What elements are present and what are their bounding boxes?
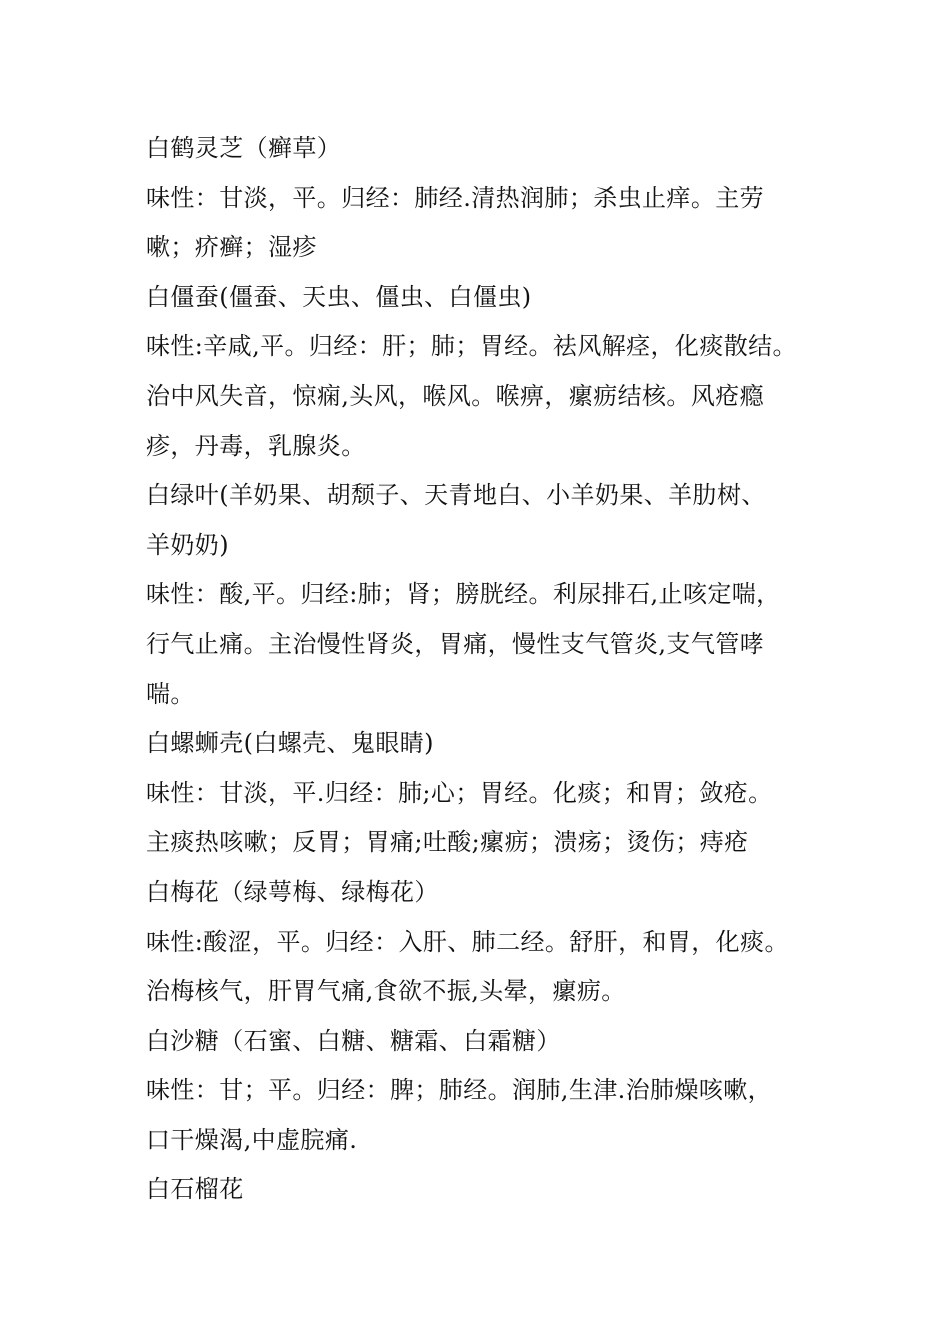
entry-title-bai-luo-si-ke: 白螺蛳壳(白螺壳、鬼眼睛)	[146, 729, 434, 758]
entry-text-line: 嗽；疥癣；湿疹	[146, 233, 317, 262]
entry-text-line: 疹，丹毒，乳腺炎。	[146, 431, 366, 460]
entry-title-bai-he-ling-zhi: 白鹤灵芝（癣草）	[146, 134, 342, 162]
entry-text-line: 味性：甘淡，平。归经：肺经.清热润肺；杀虫止痒。主劳	[146, 183, 765, 212]
document-body	[146, 124, 826, 1215]
entry-text-line: 治梅核气，肝胃气痛,食欲不振,头晕，瘰疬。	[146, 977, 626, 1006]
entry-text-line: 行气止痛。主治慢性肾炎，胃痛，慢性支气管炎,支气管哮	[146, 629, 765, 658]
entry-text-line: 味性:酸涩，平。归经：入肝、肺二经。舒肝，和胃，化痰。	[146, 927, 789, 956]
entry-text-line: 主痰热咳嗽；反胃；胃痛;吐酸;瘰疬；溃疡；烫伤；痔疮	[146, 828, 749, 857]
entry-text-line: 味性：酸,平。归经:肺；肾；膀胱经。利尿排石,止咳定喘，	[146, 580, 781, 609]
entry-title-bai-jiang-can: 白僵蚕(僵蚕、天虫、僵虫、白僵虫)	[146, 282, 532, 311]
entry-title-bai-mei-hua: 白梅花（绿萼梅、绿梅花）	[146, 877, 439, 906]
entry-text-line: 味性：甘淡，平.归经：肺;心；胃经。化痰；和胃；敛疮。	[146, 778, 773, 807]
entry-text-line: 味性:辛咸,平。归经：肝；肺；胃经。祛风解痉，化痰散结。	[146, 332, 797, 361]
entry-text-line: 喘。	[146, 679, 195, 708]
entry-title-bai-shi-liu-hua: 白石榴花	[146, 1175, 244, 1204]
entry-title-bai-sha-tang: 白沙糖（石蜜、白糖、糖霜、白霜糖）	[146, 1026, 561, 1055]
entry-text-line: 口干燥渴,中虚脘痛.	[146, 1125, 358, 1154]
entry-title-bai-lv-ye: 白绿叶(羊奶果、胡颓子、天青地白、小羊奶果、羊肋树、	[146, 481, 766, 510]
entry-text-line: 味性：甘；平。归经：脾；肺经。润肺,生津.治肺燥咳嗽，	[146, 1076, 773, 1105]
entry-title-continued: 羊奶奶)	[146, 530, 229, 559]
entry-text-line: 治中风失音，惊痫,头风，喉风。喉痹，瘰疬结核。风疮瘾	[146, 381, 765, 410]
